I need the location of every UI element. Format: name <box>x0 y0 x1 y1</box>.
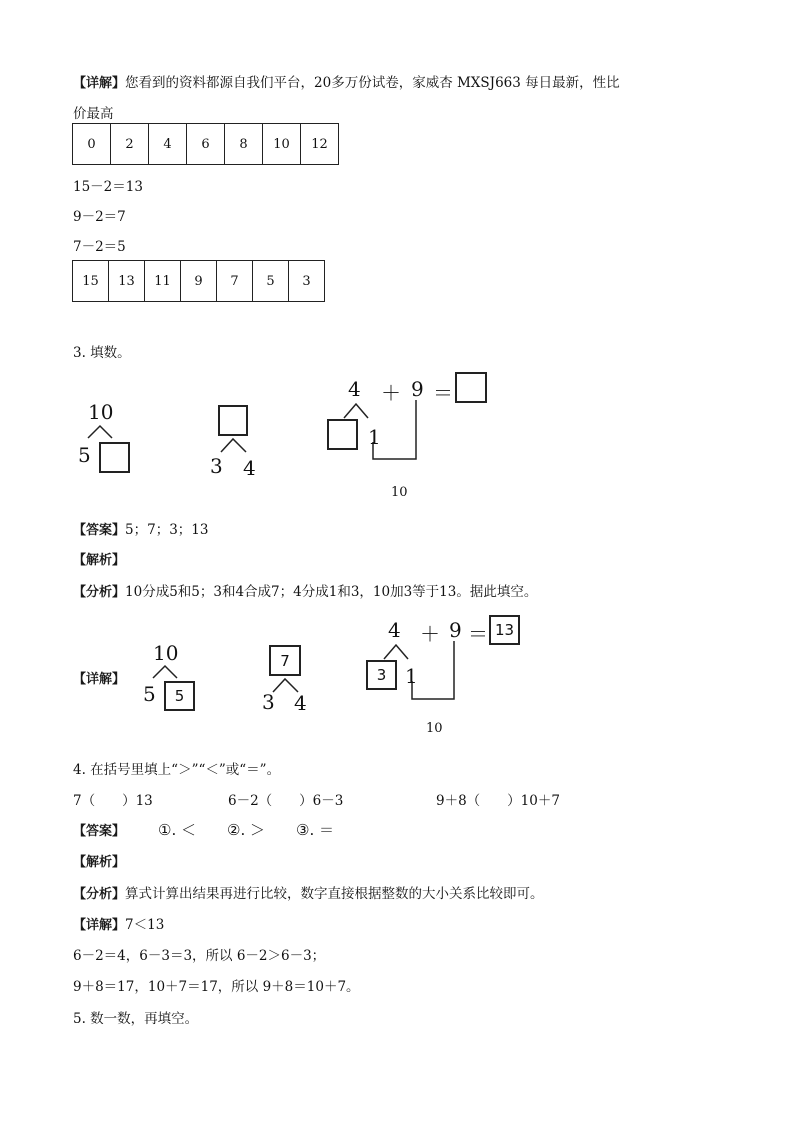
q4-expr-1: 7（ ）13 <box>73 793 153 809</box>
xiangjie-line <box>73 913 164 933</box>
q4-expr-3: 9＋8（ ）10＋7 <box>436 793 560 809</box>
q3-fig1-ten: 10 <box>88 400 114 424</box>
q4-title: 4. 在括号里填上“＞”“＜”或“＝”。 <box>73 762 281 778</box>
table-cell: 7 <box>217 261 253 302</box>
sol-fig3-nine: 9 <box>449 618 462 642</box>
jiexi-label: 【解析】 <box>73 553 126 568</box>
q3-fig1-blank-box <box>99 442 130 473</box>
q3-answer-line <box>73 518 208 538</box>
fenxi-text: 算式计算出结果再进行比较，数字直接根据整数的大小关系比较即可。 <box>125 886 544 902</box>
answer-label: 【答案】 <box>73 824 126 839</box>
table-cell: 15 <box>73 261 109 302</box>
table-cell: 0 <box>73 124 111 165</box>
header-line <box>73 71 620 91</box>
q5-title: 5. 数一数，再填空。 <box>73 1011 199 1027</box>
sol-fig1-branch <box>151 664 181 680</box>
q3-fig3-one: 1 <box>368 425 381 449</box>
header-line-2: 价最高 <box>73 106 114 122</box>
sol-fig3-four: 4 <box>388 618 401 642</box>
sol-fig3-one: 1 <box>405 664 418 688</box>
xiangjie-text: 7＜13 <box>125 917 165 933</box>
table-cell: 13 <box>109 261 145 302</box>
answer-label: 【答案】 <box>73 523 126 538</box>
q3-fig1-branch <box>86 424 116 440</box>
equation: 15－2＝13 <box>73 179 143 195</box>
xiangjie-label: 【详解】 <box>73 672 126 687</box>
table-cell: 8 <box>225 124 263 165</box>
jiexi-label: 【解析】 <box>73 855 126 870</box>
sol-fig2-answer-box: 7 <box>269 645 301 676</box>
q3-fig1-five: 5 <box>78 443 91 467</box>
sol-fig1-answer-box: 5 <box>164 681 195 711</box>
q4-answer-3: ③. ＝ <box>296 821 334 839</box>
equation: 9－2＝7 <box>73 209 126 225</box>
sol-fig2-four: 4 <box>294 691 307 715</box>
sol-fig1-five: 5 <box>143 682 156 706</box>
table-cell: 3 <box>289 261 325 302</box>
q4-answer-2: ②. ＞ <box>227 821 265 839</box>
sol-fig2-three: 3 <box>262 690 275 714</box>
answer-text: 5；7；3；13 <box>125 522 209 538</box>
sol-fig3-equals: ＝ <box>468 622 488 646</box>
q4-answer-line <box>73 820 125 839</box>
table-cell: 4 <box>149 124 187 165</box>
header-label: 【详解】 <box>73 76 126 91</box>
table-cell: 10 <box>263 124 301 165</box>
number-table-2 <box>72 260 325 302</box>
sol-fig3-ten: 10 <box>426 721 443 736</box>
table-cell: 12 <box>301 124 339 165</box>
xiangjie-label: 【详解】 <box>73 918 126 933</box>
fenxi-label: 【分析】 <box>73 585 126 600</box>
fenxi-line <box>73 882 544 902</box>
q3-fig2-blank-box <box>218 405 248 436</box>
sol-fig1-ten: 10 <box>153 641 179 665</box>
q3-fig2-four: 4 <box>243 456 256 480</box>
q3-fig3-equals: ＝ <box>433 381 453 405</box>
q4-answer-1: ①. ＜ <box>158 821 196 839</box>
table-cell: 5 <box>253 261 289 302</box>
sol-fig3-result-box: 13 <box>489 615 520 645</box>
q3-fig2-three: 3 <box>210 454 223 478</box>
xiangjie-step-3: 9＋8＝17，10＋7＝17，所以 9＋8＝10＋7。 <box>73 979 360 995</box>
equation: 7－2＝5 <box>73 239 126 255</box>
table-cell: 2 <box>111 124 149 165</box>
fenxi-label: 【分析】 <box>73 887 126 902</box>
q3-title: 3. 填数。 <box>73 345 131 361</box>
q3-fig3-result-box <box>455 372 487 403</box>
sol-fig3-answer-box: 3 <box>366 660 397 690</box>
table-cell: 11 <box>145 261 181 302</box>
table-cell: 9 <box>181 261 217 302</box>
fenxi-text: 10分成5和5；3和4合成7；4分成1和3，10加3等于13。据此填空。 <box>125 584 538 600</box>
q3-fig3-nine: 9 <box>411 377 424 401</box>
header-text: 您看到的资料都源自我们平台，20多万份试卷，家威杏 MXSJ663 每日最新，性比 <box>125 75 620 91</box>
xiangjie-step-2: 6－2＝4，6－3＝3，所以 6－2＞6－3； <box>73 948 326 964</box>
q3-fig3-four: 4 <box>348 377 361 401</box>
q3-fig3-plus: ＋ <box>381 381 401 405</box>
q4-expr-2: 6－2（ ）6－3 <box>228 793 344 809</box>
fenxi-line <box>73 580 537 600</box>
table-cell: 6 <box>187 124 225 165</box>
q3-fig2-branch <box>218 436 250 454</box>
q3-fig3-ten: 10 <box>391 485 408 500</box>
q3-fig3-blank-box <box>327 419 358 450</box>
sol-fig3-plus: ＋ <box>420 622 440 646</box>
number-table-1 <box>72 123 339 165</box>
